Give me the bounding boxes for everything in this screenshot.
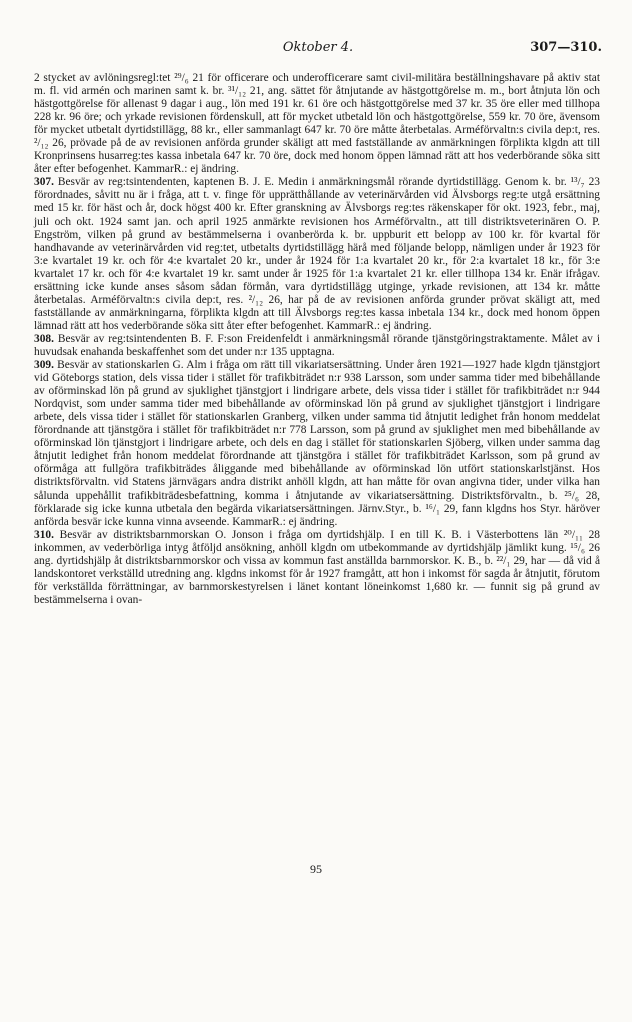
running-title: Oktober 4. <box>282 40 354 55</box>
paragraph-text: Besvär av reg:tsintendenten, kaptenen B. J. E. Medin i anmärkningsmål rörande dyrtidstillägg. Genom k. br. ¹³/₇ 23 förordnades, såvitt nu är i fråga, att t. v. finge för upprätthållande av veterinärvården vid Älvsborgs reg:te utgå ersättning med 15 kr. för häst och år, dock högst 400 kr. Efter granskning av Älvsborgs reg:tes räkenskaper för okt. 1923, febr., maj, juli och okt. 1924 samt jan. och april 1925 anmärkte revisionen hos Arméförvaltn., att till distriktsveterinären O. P. Engström, vilken på grund av bestämmelserna i ovanberörda k. br. uppburit ett belopp av 100 kr. för kvartal för handhavande av veterinärvården vid reg:tet, utbetalts dyrtidstillägg härå med följande belopp, nämligen under år 1923 för 3:e kvartalet 19 kr. och för 4:e kvartalet 20 kr., under år 1924 för 1:a kvartalet 20 kr., för 2:a kvartalet 18 kr., för 3:e kvartalet 17 kr. och för 4:e kvartalet 19 kr. samt under år 1925 för 1:a kvartalet 21 kr. eller tillhopa 134 kr. Enär ifrågav. ersättning icke kunde anses såsom sådan förmån, vara dyrtidstillägg utginge, yrkade revisionen, att 134 kr. måtte återbetalas. Arméförvaltn:s civila dep:t, res. ²/₁₂ 26, har på de av revisionen anförda grunder prövat skäligt att, med fastställande av anmärkningarna, förplikta klgdn att till Älvsborgs reg:tes kassa inbetala 134 kr., dock med honom öppen lämnad rätt att hos vederbörande söka sitt åter efter befogenhet. KammarR.: ej ändring. <box>34 176 600 332</box>
section-309 <box>34 359 600 529</box>
page-header <box>34 40 602 58</box>
body-text <box>34 72 600 607</box>
section-310 <box>34 529 600 607</box>
page-number: 95 <box>310 862 322 876</box>
section-308 <box>34 333 600 359</box>
paragraph-text: 2 stycket av avlöningsregl:tet ²⁹/₆ 21 för officerare och underofficerare samt civil-militära beställningshavare på aktiv stat m. fl. vid armén och marinen samt k. br. ³¹/₁₂ 21, ang. sättet för åtnjutande av hästgottgörelse m. m., bort åtnjuta lön och hästgottgörelse för allenast 9 dagar i aug., lön med 191 kr. 61 öre och hästgottgörelse med 37 kr. 35 öre eller med tillhopa 228 kr. 96 öre; och yrkade revisionen fördenskull, att för mycket utbetald lön och hästgottgörelse, 559 kr. 70 öre, ävensom för mycket utbetalt dyrtidstillägg, 88 kr., eller sammanlagt 647 kr. 70 öre måtte återbetalas. Arméförvaltn:s civila dep:t, res. ²/₁₂ 26, prövade på de av revisionen anförda grunder skäligt att med fastställande av anmärkningen förplikta klgdn att till Kronprinsens husarreg:tes kassa inbetala 647 kr. 70 öre, dock med honom öppen lämnad rätt att hos vederbörande söka sitt åter efter befogenhet. KammarR.: ej ändring. <box>34 72 600 176</box>
section-307 <box>34 176 600 333</box>
section-number: 308. <box>34 332 54 345</box>
section-number: 309. <box>34 359 54 372</box>
section-number: 307. <box>34 176 54 189</box>
paragraph-text: Besvär av reg:tsintendenten B. F. F:son Freidenfeldt i anmärkningsmål rörande tjänstgöringstraktamente. Målet av i huvudsak enahanda beskaffenhet som det under n:r 135 upptagna. <box>34 332 600 358</box>
paragraph-continuation <box>34 72 600 176</box>
paragraph-text: Besvär av distriktsbarnmorskan O. Jonson i fråga om dyrtidshjälp. I en till K. B. i Västerbottens län ²⁰/₁₁ 28 inkommen, av vederbörliga intyg åtföljd ansökning, anhöll klgdn om utbekommande av dyrtidshjälp jämlikt kung. ¹⁵/₆ 26 ang. dyrtidshjälp åt distriktsbarnmorskor och vissa av kommun fast anställda barnmorskor. K. B., b. ²²/₁ 29, har — då vid å landskontoret verkställd utredning ang. klgdns inkomst för år 1927 framgått, att hon i inkomst för sagda år åtnjutit, förutom för verkställda förrättningar, av barnmorskestyrelsen i länet kontant löneinkomst 1,680 kr. — funnit sig på grund av bestämmelserna i ovan- <box>34 528 600 606</box>
section-number: 310. <box>34 528 54 541</box>
paragraph-text: Besvär av stationskarlen G. Alm i fråga om rätt till vikariatsersättning. Under åren 1921—1927 hade klgdn tjänstgjort vid Göteborgs station, dels vissa tider i stället för trafikbiträdet n:r 938 Larsson, som under samma tider med bibehållande av oförminskad lön på grund av sjuklighet tjänstgjort i lindrigare arbete, dels vissa tider i stället för trafikbiträdet n:r 944 Nordqvist, som under samma tider med bibehållande av oförminskad lön på grund av sjuklighet tjänstgjort i lindrigare arbete, dels vissa tider i stället för stationskarlen Granberg, vilken under samma tid åtnjutit ledighet från honom meddelat förordnande att tjänstgöra i stället för trafikbiträdet n:r 778 Larsson, som på grund av sjuklighet men med bibehållande av oförminskad lön tjänstgjort i lindrigare arbete, och dels en dag i stället för stationskarlen Sjöberg, vilken under samma dag åtnjutit ledighet från honom meddelat förordnande att tjänstgöra i stället för trafikbiträdet Karlsson, som på grund av oförmåga att fullgöra trafikbiträdes åliggande med bibehållande av oförminskad lön utfört stationskarlstjänst. Hos distriktsförvaltn. vid Statens järnvägars andra distrikt anhöll klgdn, att han måtte för ovan angivna tider, under vilka han sålunda uppehållit trafikbiträdesbefattning, komma i åtnjutande av vikariatsersättning. Distriktsförvaltn., b. ²⁵/₆ 28, förklarade sig icke kunna utbetala den begärda vikariatsersättningen. Järnv.Styr., b. ¹⁶/₁ 29, fann klgdns hos Styr. häröver anförda besvär icke kunna vinna avseende. KammarR.: ej ändring. <box>34 359 600 528</box>
section-range: 307—310. <box>530 40 602 55</box>
